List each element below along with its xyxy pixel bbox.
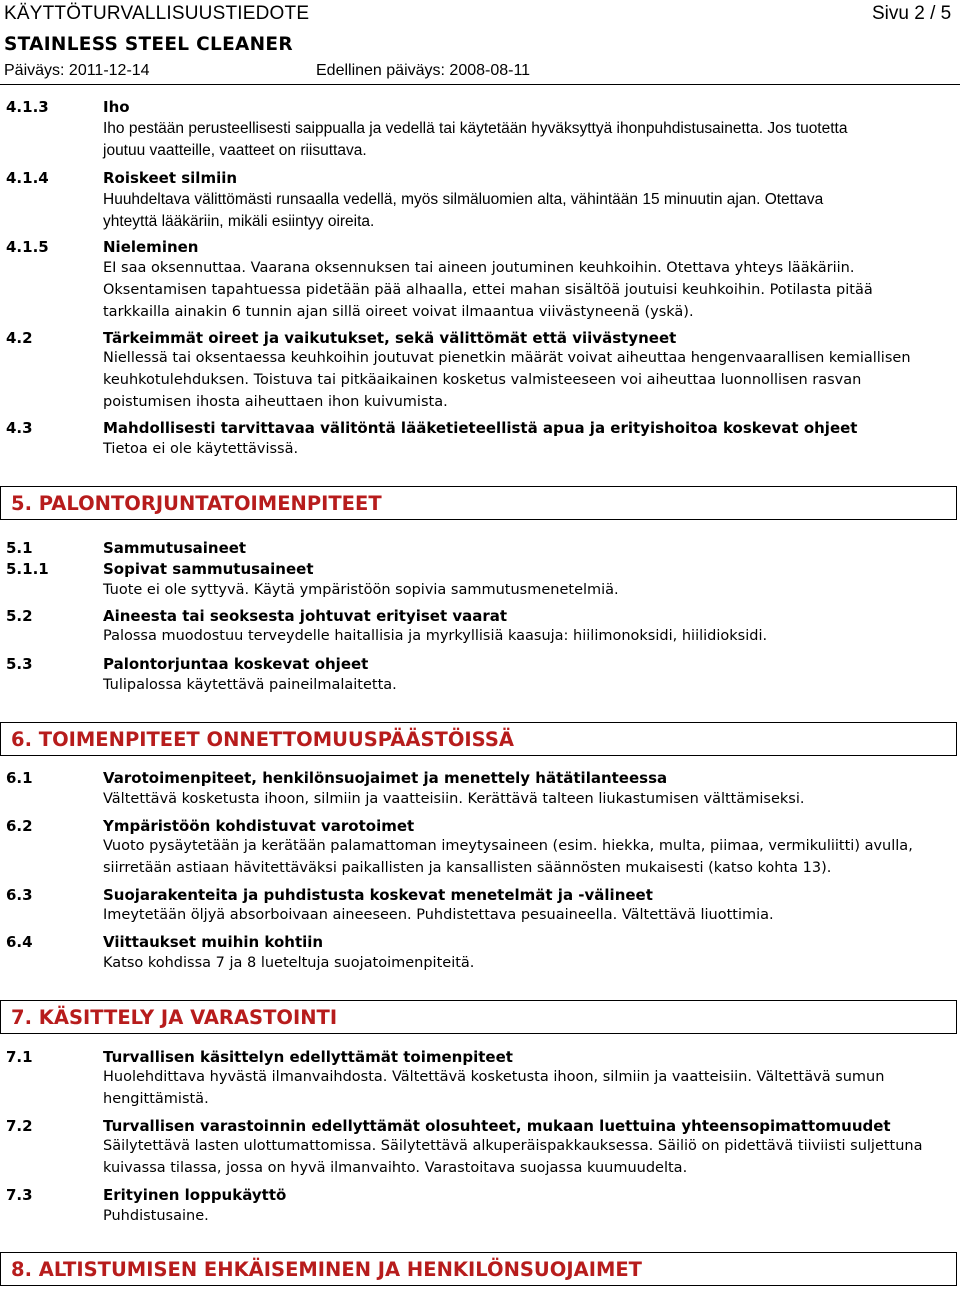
body-text: Vuoto pysäytetään ja kerätään palamattoman imeytysaineen (esim. hiekka, multa, piimaa, vermikuliitti) avulla,: [103, 838, 913, 854]
subsection-title: Suojarakenteita ja puhdistusta koskevat menetelmät ja -välineet: [103, 886, 653, 904]
subsection-title: Iho: [103, 98, 130, 116]
section-number: 4.1.5: [6, 238, 49, 256]
body-text: kuivassa tilassa, jossa on hyvä ilmanvaihto. Varastoitava suojassa kuumuudelta.: [103, 1160, 688, 1176]
subsection-title: Aineesta tai seoksesta johtuvat erityiset vaarat: [103, 607, 508, 625]
subsection-title: Ympäristöön kohdistuvat varotoimet: [103, 817, 415, 835]
section-heading-box: [0, 722, 957, 756]
body-text: EI saa oksennuttaa. Vaarana oksennuksen tai aineen joutuminen keuhkoihin. Otettava yhteys lääkäriin.: [103, 260, 855, 276]
section-number: 4.2: [6, 329, 33, 347]
subsection-title: Viittaukset muihin kohtiin: [103, 933, 324, 951]
subsection-title: Roiskeet silmiin: [103, 169, 238, 187]
body-text: keuhkotulehduksen. Toistuva tai pitkäaikainen kosketus valmisteeseen voi aiheuttaa luonnollisen rasvan: [103, 372, 862, 388]
body-text: Säilytettävä lasten ulottumattomissa. Säilytettävä alkuperäispakkauksessa. Säiliö on pidettävä tiiviisti suljettuna: [103, 1138, 923, 1154]
page-indicator: Sivu 2 / 5: [872, 3, 952, 24]
section-number: 4.3: [6, 419, 33, 437]
section-number: 7.2: [6, 1117, 33, 1135]
section-number: 6.1: [6, 769, 33, 787]
body-text: Huolehdittava hyvästä ilmanvaihdosta. Vältettävä kosketusta ihoon, silmiin ja vaatteisiin. Vältettävä sumun: [103, 1069, 885, 1085]
body-text: Tulipalossa käytettävä paineilmalaitetta.: [103, 677, 397, 693]
section-title: 7. KÄSITTELY JA VARASTOINTI: [11, 1006, 338, 1029]
section-number: 4.1.3: [6, 98, 49, 116]
body-text: Imeytetään öljyä absorboivaan aineeseen. Puhdistettava pesuaineella. Vältettävä liuottimia.: [103, 907, 774, 923]
body-text: Tietoa ei ole käytettävissä.: [103, 441, 299, 457]
previous-date: Edellinen päiväys: 2008-08-11: [316, 62, 531, 79]
section-number: 6.2: [6, 817, 33, 835]
body-text: Niellessä tai oksentaessa keuhkoihin joutuvat pienetkin määrät voivat aiheuttaa hengenvaarallisen kemiallisen: [103, 350, 911, 366]
body-text: poistumisen ihosta aiheuttaen ihon kuivumista.: [103, 394, 448, 410]
subsection-title: Turvallisen käsittelyn edellyttämät toimenpiteet: [103, 1048, 513, 1066]
section-heading-box: [0, 1000, 957, 1034]
subsection-title: Nieleminen: [103, 238, 199, 256]
body-text: Katso kohdissa 7 ja 8 lueteltuja suojatoimenpiteitä.: [103, 955, 475, 971]
body-text: tarkkailla ainakin 6 tunnin ajan sillä oireet voivat ilmaantua viivästyneenä (yskä).: [103, 304, 694, 320]
subsection-title: Palontorjuntaa koskevat ohjeet: [103, 655, 369, 673]
subsection-title: Tärkeimmät oireet ja vaikutukset, sekä välittömät että viivästyneet: [103, 329, 677, 347]
issue-date: Päiväys: 2011-12-14: [4, 62, 150, 79]
body-text: Tuote ei ole syttyvä. Käytä ympäristöön sopivia sammutusmenetelmiä.: [103, 582, 619, 598]
section-title: 5. PALONTORJUNTATOIMENPITEET: [11, 492, 382, 515]
body-text: Puhdistusaine.: [103, 1208, 209, 1224]
section-heading-box: [0, 486, 957, 520]
section-number: 6.4: [6, 933, 33, 951]
document-type: KÄYTTÖTURVALLISUUSTIEDOTE: [4, 3, 310, 24]
section-number: 7.3: [6, 1186, 33, 1204]
body-text: joutuu vaatteille, vaatteet on riisuttava.: [103, 142, 367, 159]
body-text: siirretään astiaan hävitettäväksi paikallisten ja kansallisten säännösten mukaisesti (katso kohta 13).: [103, 860, 832, 876]
body-text: Oksentamisen tapahtuessa pidetään pää alhaalla, ettei mahan sisältöä joutuisi keuhkoihin. Potilasta pitää: [103, 282, 873, 298]
body-text: hengittämistä.: [103, 1091, 209, 1107]
section-title: 6. TOIMENPITEET ONNETTOMUUSPÄÄSTÖISSÄ: [11, 728, 514, 751]
body-text: Vältettävä kosketusta ihoon, silmiin ja vaatteisiin. Kerättävä talteen liukastumisen välttämiseksi.: [103, 791, 805, 807]
section-number: 5.2: [6, 607, 33, 625]
section-heading-box: [0, 1252, 957, 1286]
subsection-title: Mahdollisesti tarvittavaa välitöntä lääketieteellistä apua ja erityishoitoa koskevat ohjeet: [103, 419, 858, 437]
body-text: yhteyttä lääkäriin, mikäli esiintyy oireita.: [103, 213, 375, 230]
section-number: 5.1: [6, 539, 33, 557]
subsection-title: Sopivat sammutusaineet: [103, 560, 314, 578]
body-text: Palossa muodostuu terveydelle haitallisia ja myrkyllisiä kaasuja: hiilimonoksidi, hiilidioksidi.: [103, 628, 768, 644]
section-number: 7.1: [6, 1048, 33, 1066]
product-name: STAINLESS STEEL CLEANER: [4, 34, 293, 55]
subsection-title: Sammutusaineet: [103, 539, 247, 557]
subsection-title: Varotoimenpiteet, henkilönsuojaimet ja menettely hätätilanteessa: [103, 769, 668, 787]
subsection-title: Erityinen loppukäyttö: [103, 1186, 287, 1204]
section-number: 5.1.1: [6, 560, 49, 578]
section-number: 6.3: [6, 886, 33, 904]
header-divider: [0, 84, 960, 85]
body-text: Iho pestään perusteellisesti saippualla ja vedellä tai käytetään hyväksyttyä ihonpuhdistusainetta. Jos tuotetta: [103, 120, 848, 137]
section-number: 4.1.4: [6, 169, 49, 187]
subsection-title: Turvallisen varastoinnin edellyttämät olosuhteet, mukaan luettuina yhteensopimattomuudet: [103, 1117, 891, 1135]
section-title: 8. ALTISTUMISEN EHKÄISEMINEN JA HENKILÖNSUOJAIMET: [11, 1258, 642, 1281]
body-text: Huuhdeltava välittömästi runsaalla vedellä, myös silmäluomien alta, vähintään 15 minuutin ajan. Otettava: [103, 191, 824, 208]
section-number: 5.3: [6, 655, 33, 673]
